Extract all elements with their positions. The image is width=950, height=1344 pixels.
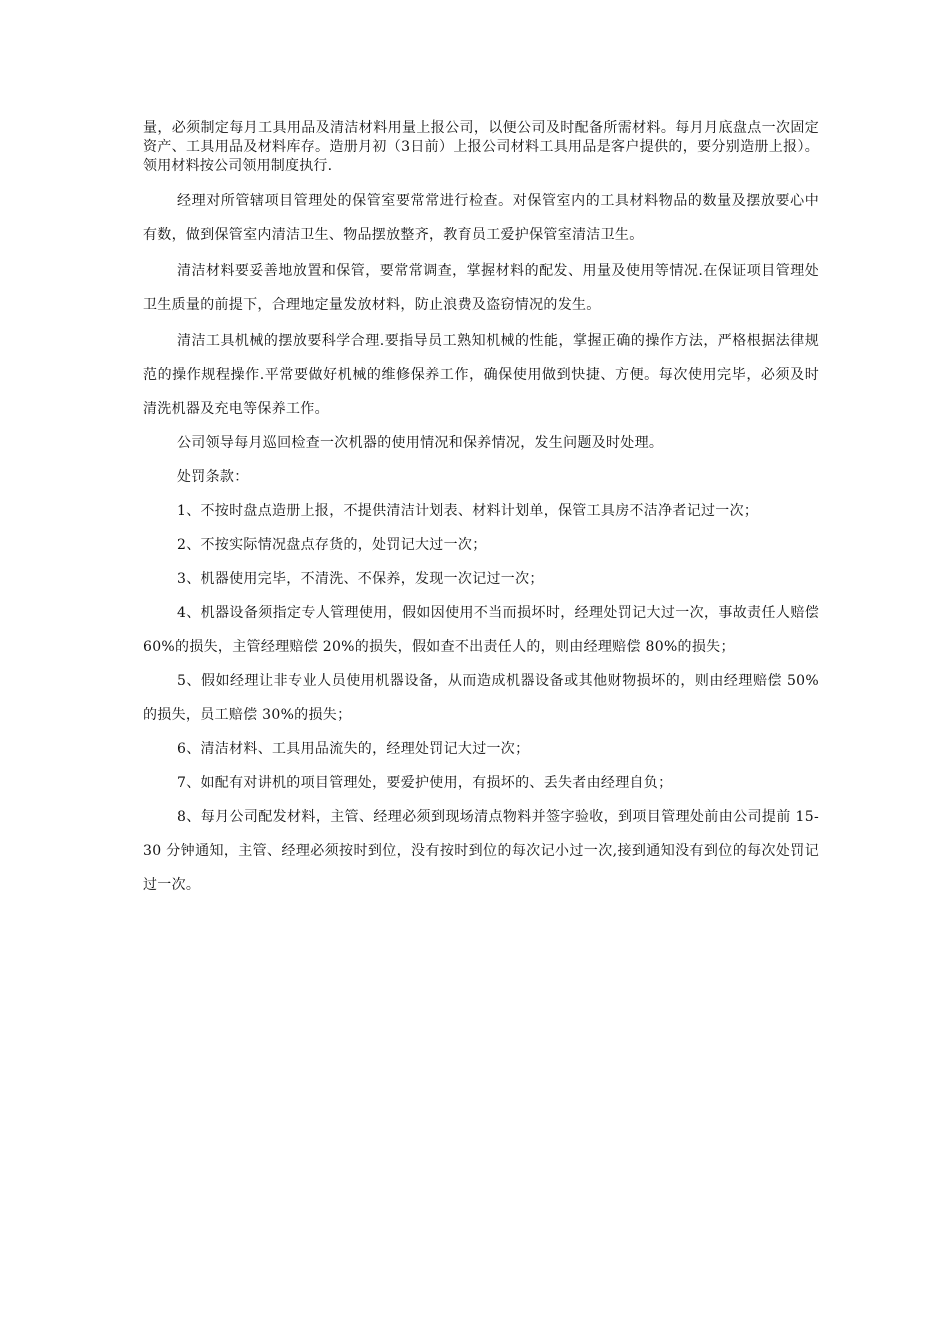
paragraph-monthly-inspection: 公司领导每月巡回检查一次机器的使用情况和保养情况，发生问题及时处理。	[177, 435, 664, 451]
penalty-item-5: 5、假如经理让非专业人员使用机器设备，从而造成机器设备或其他财物损坏的，则由经理赔偿 50%的损失，员工赔偿 30%的损失；	[143, 673, 819, 723]
penalty-item-2: 2、不按实际情况盘点存货的，处罚记大过一次；	[177, 537, 487, 553]
penalty-heading: 处罚条款：	[177, 469, 249, 485]
penalty-item-1: 1、不按时盘点造册上报，不提供清洁计划表、材料计划单，保管工具房不洁净者记过一次；	[177, 503, 759, 519]
paragraph-cleaning-materials: 清洁材料要妥善地放置和保管，要常常调查，掌握材料的配发、用量及使用等情况.在保证项目管理处卫生质量的前提下，合理地定量发放材料，防止浪费及盗窃情况的发生。	[143, 263, 819, 313]
document-page	[143, 119, 819, 902]
paragraph-materials-reporting: 量，必须制定每月工具用品及清洁材料用量上报公司，以便公司及时配备所需材料。每月月底盘点一次固定资产、工具用品及材料库存。造册月初（3日前）上报公司材料工具用品是客户提供的，要分别造册上报）。领用材料按公司领用制度执行.	[143, 120, 819, 174]
penalty-item-7: 7、如配有对讲机的项目管理处，要爱护使用，有损坏的、丢失者由经理自负；	[177, 775, 673, 791]
penalty-item-8: 8、每月公司配发材料，主管、经理必须到现场清点物料并签字验收，到项目管理处前由公司提前 15-30 分钟通知，主管、经理必须按时到位，没有按时到位的每次记小过一次,接到通知没有到位的每次处罚记过一次。	[143, 809, 819, 893]
paragraph-storeroom-inspection: 经理对所管辖项目管理处的保管室要常常进行检查。对保管室内的工具材料物品的数量及摆放要心中有数，做到保管室内清洁卫生、物品摆放整齐，教育员工爱护保管室清洁卫生。	[143, 193, 819, 243]
penalty-item-6: 6、清洁材料、工具用品流失的，经理处罚记大过一次；	[177, 741, 530, 757]
penalty-item-4: 4、机器设备须指定专人管理使用，假如因使用不当而损坏时，经理处罚记大过一次，事故责任人赔偿 60%的损失，主管经理赔偿 20%的损失，假如查不出责任人的，则由经理赔偿 80%的损失；	[143, 605, 819, 655]
penalty-item-3: 3、机器使用完毕，不清洗、不保养，发现一次记过一次；	[177, 571, 544, 587]
paragraph-cleaning-machinery: 清洁工具机械的摆放要科学合理.要指导员工熟知机械的性能，掌握正确的操作方法，严格根据法律规范的操作规程操作.平常要做好机械的维修保养工作，确保使用做到快捷、方便。每次使用完毕，必须及时清洗机器及充电等保养工作。	[143, 333, 819, 417]
